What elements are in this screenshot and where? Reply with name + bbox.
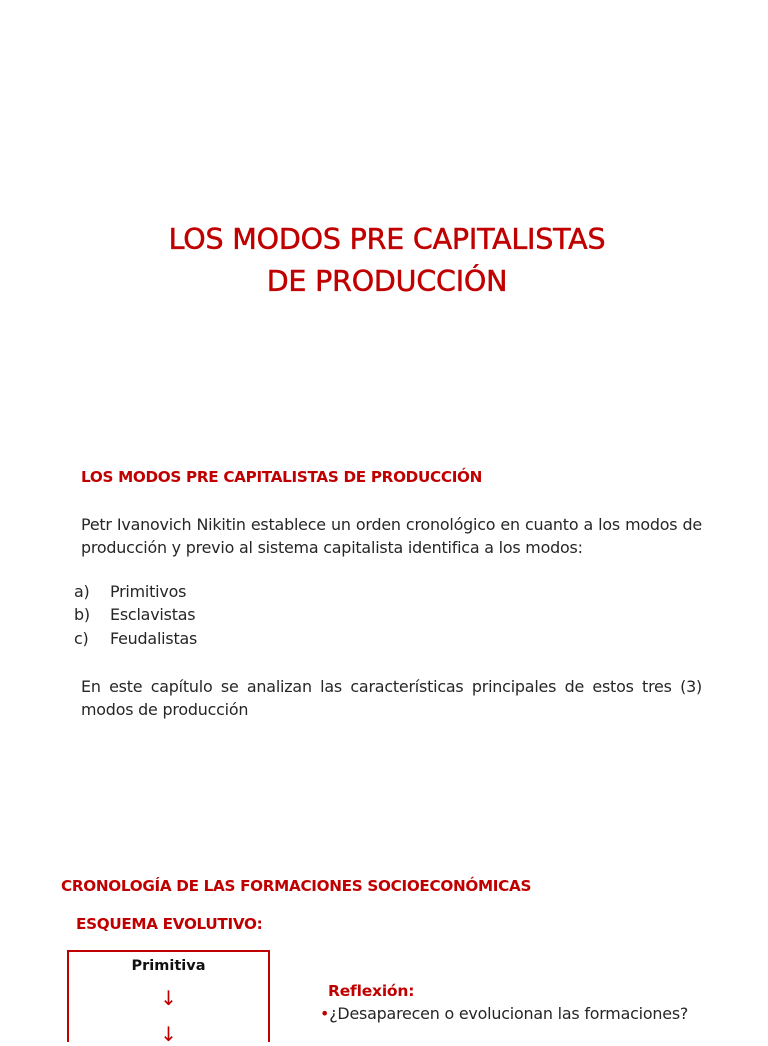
list-marker: a) [74, 582, 90, 601]
slide-subheading: ESQUEMA EVOLUTIVO: [76, 915, 263, 933]
reflection-title: Reflexión: [328, 982, 415, 1000]
list-item [74, 627, 197, 650]
list-item-label: Primitivos [110, 582, 187, 601]
list-marker: b) [74, 605, 90, 625]
list-item [74, 603, 197, 626]
chronology-slide [0, 850, 768, 1046]
list-item-label: Feudalistas [110, 628, 198, 648]
bullet-icon: • [320, 1004, 330, 1023]
slide-title-line-1: LOS MODOS PRE CAPITALISTAS [168, 223, 606, 257]
slide-heading: CRONOLOGÍA DE LAS FORMACIONES SOCIOECONÓMICAS [61, 877, 532, 895]
arrow-down-icon: ↓ [160, 986, 177, 1010]
list-item [74, 580, 197, 603]
list-item-label: Esclavistas [110, 605, 196, 625]
slide-heading: LOS MODOS PRE CAPITALISTAS DE PRODUCCIÓN [81, 468, 483, 486]
evolution-scheme-box [67, 950, 270, 1046]
content-slide [0, 430, 768, 850]
reflection-question [320, 1004, 688, 1023]
scheme-stage-primitiva: Primitiva [131, 958, 206, 974]
slide-title [0, 219, 768, 303]
modes-list [74, 580, 197, 650]
closing-paragraph: En este capítulo se analizan las características principales de estos tres (3) modos de producción [81, 677, 702, 719]
reflection-question-text: ¿Desaparecen o evolucionan las formaciones? [329, 1004, 689, 1023]
list-marker: c) [74, 628, 89, 648]
arrow-down-icon: ↓ [160, 1022, 177, 1046]
title-slide [0, 0, 768, 430]
slide-title-line-2: DE PRODUCCIÓN [266, 265, 508, 299]
intro-paragraph: Petr Ivanovich Nikitin establece un orden cronológico en cuanto a los modos de producción y previo al sistema capitalista identifica a los modos: [81, 515, 702, 557]
